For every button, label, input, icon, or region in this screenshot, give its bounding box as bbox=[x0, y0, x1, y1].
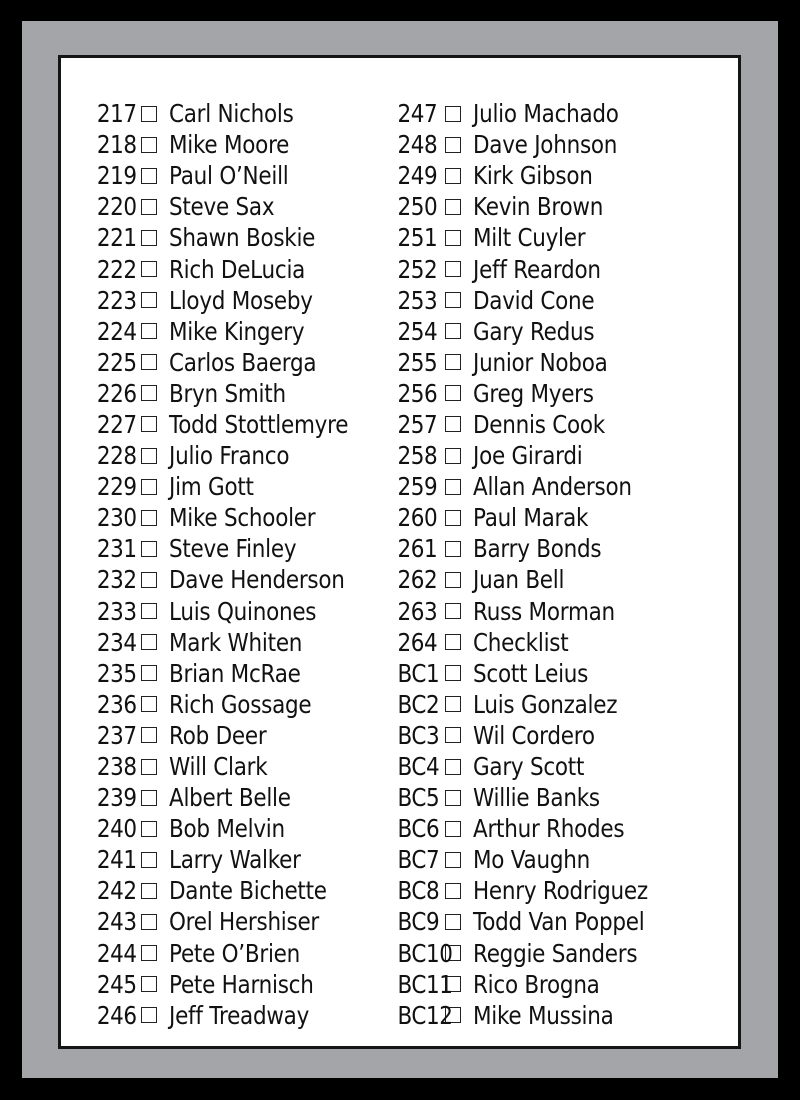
checkbox[interactable] bbox=[445, 727, 461, 743]
player-name: Willie Banks bbox=[473, 783, 600, 813]
checkbox[interactable] bbox=[141, 821, 157, 837]
checkbox[interactable] bbox=[445, 883, 461, 899]
card-number: 258 bbox=[397, 441, 438, 471]
checkbox[interactable] bbox=[141, 261, 157, 277]
checkbox[interactable] bbox=[445, 137, 461, 153]
checkbox[interactable] bbox=[141, 106, 157, 122]
player-name: Mike Schooler bbox=[169, 503, 316, 533]
player-name: Arthur Rhodes bbox=[473, 814, 625, 844]
player-name: Reggie Sanders bbox=[473, 938, 638, 968]
card-number: 260 bbox=[397, 503, 438, 533]
card-number: 223 bbox=[96, 285, 137, 315]
card-number: 247 bbox=[397, 99, 438, 129]
card-number: 236 bbox=[96, 689, 137, 719]
checkbox[interactable] bbox=[445, 168, 461, 184]
checklist-row bbox=[391, 751, 731, 782]
card-number: BC10 bbox=[397, 938, 453, 968]
player-name: Kirk Gibson bbox=[473, 161, 593, 191]
checklist-row bbox=[391, 316, 731, 347]
checklist-row bbox=[391, 285, 731, 316]
player-name: Joe Girardi bbox=[473, 441, 583, 471]
checkbox[interactable] bbox=[141, 199, 157, 215]
player-name: Checklist bbox=[473, 627, 569, 657]
card-number: 261 bbox=[397, 534, 438, 564]
player-name: Luis Gonzalez bbox=[473, 689, 618, 719]
player-name: Jeff Reardon bbox=[473, 254, 601, 284]
checkbox[interactable] bbox=[141, 137, 157, 153]
player-name: Milt Cuyler bbox=[473, 223, 586, 253]
card-number: 240 bbox=[96, 814, 137, 844]
card-number: 225 bbox=[96, 347, 137, 377]
checkbox[interactable] bbox=[141, 1007, 157, 1023]
checkbox[interactable] bbox=[141, 168, 157, 184]
player-name: Gary Redus bbox=[473, 316, 595, 346]
checklist-row bbox=[91, 596, 391, 627]
player-name: Kevin Brown bbox=[473, 192, 604, 222]
checkbox[interactable] bbox=[445, 790, 461, 806]
checklist-row bbox=[91, 782, 391, 813]
card-number: 253 bbox=[397, 285, 438, 315]
player-name: Pete Harnisch bbox=[169, 969, 314, 999]
card-number: 222 bbox=[96, 254, 137, 284]
checkbox[interactable] bbox=[445, 261, 461, 277]
checklist-row bbox=[91, 627, 391, 658]
card-number: 224 bbox=[96, 316, 137, 346]
checklist-row bbox=[91, 502, 391, 533]
player-name: Scott Leius bbox=[473, 658, 589, 688]
card-number: 254 bbox=[397, 316, 438, 346]
card-number: 238 bbox=[96, 752, 137, 782]
checklist-row bbox=[91, 129, 391, 160]
player-name: Brian McRae bbox=[169, 658, 301, 688]
checkbox[interactable] bbox=[141, 385, 157, 401]
player-name: Todd Van Poppel bbox=[473, 907, 645, 937]
card-number: 243 bbox=[96, 907, 137, 937]
card-number: 250 bbox=[397, 192, 438, 222]
player-name: Mark Whiten bbox=[169, 627, 303, 657]
checkbox[interactable] bbox=[445, 479, 461, 495]
player-name: Paul O’Neill bbox=[169, 161, 289, 191]
checkbox[interactable] bbox=[445, 665, 461, 681]
player-name: Mike Mussina bbox=[473, 1000, 614, 1030]
card-number: 264 bbox=[397, 627, 438, 657]
player-name: Dante Bichette bbox=[169, 876, 327, 906]
checkbox[interactable] bbox=[445, 199, 461, 215]
checklist-row bbox=[91, 969, 391, 1000]
checkbox[interactable] bbox=[141, 914, 157, 930]
checklist-row bbox=[91, 471, 391, 502]
card-number: 229 bbox=[96, 472, 137, 502]
checklist-row bbox=[391, 564, 731, 595]
card-number: 221 bbox=[96, 223, 137, 253]
checklist-row bbox=[91, 1000, 391, 1031]
checkbox[interactable] bbox=[445, 292, 461, 308]
checkbox[interactable] bbox=[141, 448, 157, 464]
card-number: 217 bbox=[96, 99, 137, 129]
checklist-row bbox=[91, 813, 391, 844]
checklist-row bbox=[391, 502, 731, 533]
player-name: Larry Walker bbox=[169, 845, 301, 875]
checkbox[interactable] bbox=[141, 572, 157, 588]
checklist-row bbox=[391, 129, 731, 160]
checklist-row bbox=[91, 222, 391, 253]
card-number: 227 bbox=[96, 409, 137, 439]
checkbox[interactable] bbox=[141, 292, 157, 308]
checklist-row bbox=[391, 627, 731, 658]
checklist-row bbox=[91, 720, 391, 751]
checkbox[interactable] bbox=[445, 634, 461, 650]
checklist-row bbox=[391, 720, 731, 751]
player-name: Bryn Smith bbox=[169, 378, 286, 408]
player-name: Junior Noboa bbox=[473, 347, 608, 377]
card-number: 239 bbox=[96, 783, 137, 813]
card-number: 255 bbox=[397, 347, 438, 377]
checklist-row bbox=[91, 160, 391, 191]
player-name: Rich DeLucia bbox=[169, 254, 306, 284]
checklist-row bbox=[91, 658, 391, 689]
card-number: BC8 bbox=[397, 876, 440, 906]
checklist-row bbox=[91, 844, 391, 875]
card-number: 235 bbox=[96, 658, 137, 688]
checklist-row bbox=[91, 938, 391, 969]
checklist-row bbox=[391, 906, 731, 937]
player-name: Mo Vaughn bbox=[473, 845, 590, 875]
checklist-row bbox=[91, 347, 391, 378]
checkbox[interactable] bbox=[141, 230, 157, 246]
checklist-row bbox=[91, 316, 391, 347]
checkbox[interactable] bbox=[445, 603, 461, 619]
checkbox[interactable] bbox=[445, 696, 461, 712]
card-number: 233 bbox=[96, 596, 137, 626]
checklist-row bbox=[91, 440, 391, 471]
player-name: Mike Kingery bbox=[169, 316, 305, 346]
checklist-row bbox=[391, 253, 731, 284]
checklist-row bbox=[91, 689, 391, 720]
player-name: Henry Rodriguez bbox=[473, 876, 648, 906]
card-number: 245 bbox=[96, 969, 137, 999]
checkbox[interactable] bbox=[141, 727, 157, 743]
card-number: 249 bbox=[397, 161, 438, 191]
checkbox[interactable] bbox=[141, 510, 157, 526]
checklist-row bbox=[391, 658, 731, 689]
checklist-card bbox=[22, 21, 778, 1078]
checkbox[interactable] bbox=[445, 914, 461, 930]
player-name: Paul Marak bbox=[473, 503, 589, 533]
checklist-row bbox=[391, 98, 731, 129]
checkbox[interactable] bbox=[445, 416, 461, 432]
left-column bbox=[91, 98, 391, 1031]
player-name: Greg Myers bbox=[473, 378, 594, 408]
player-name: Rob Deer bbox=[169, 720, 267, 750]
checkbox[interactable] bbox=[445, 821, 461, 837]
checklist-row bbox=[91, 191, 391, 222]
player-name: Wil Cordero bbox=[473, 720, 595, 750]
player-name: Steve Finley bbox=[169, 534, 297, 564]
checkbox[interactable] bbox=[445, 510, 461, 526]
checkbox[interactable] bbox=[141, 852, 157, 868]
card-number: BC12 bbox=[397, 1000, 453, 1030]
player-name: Jeff Treadway bbox=[169, 1000, 310, 1030]
checkbox[interactable] bbox=[141, 665, 157, 681]
checklist-row bbox=[391, 191, 731, 222]
checklist-row bbox=[91, 751, 391, 782]
player-name: Albert Belle bbox=[169, 783, 291, 813]
checkbox[interactable] bbox=[141, 696, 157, 712]
player-name: Mike Moore bbox=[169, 130, 290, 160]
checkbox[interactable] bbox=[445, 541, 461, 557]
card-number: 256 bbox=[397, 378, 438, 408]
checkbox[interactable] bbox=[445, 230, 461, 246]
checklist-row bbox=[391, 471, 731, 502]
player-name: Julio Franco bbox=[169, 441, 290, 471]
player-name: Will Clark bbox=[169, 752, 268, 782]
checklist-row bbox=[391, 378, 731, 409]
checklist-row bbox=[391, 938, 731, 969]
card-number: 251 bbox=[397, 223, 438, 253]
card-number: BC6 bbox=[397, 814, 440, 844]
card-number: BC7 bbox=[397, 845, 440, 875]
checkbox[interactable] bbox=[445, 354, 461, 370]
checklist-row bbox=[391, 969, 731, 1000]
card-number: BC11 bbox=[397, 969, 453, 999]
card-number: 262 bbox=[397, 565, 438, 595]
checklist-row bbox=[391, 347, 731, 378]
player-name: Lloyd Moseby bbox=[169, 285, 313, 315]
checkbox[interactable] bbox=[141, 759, 157, 775]
checkbox[interactable] bbox=[445, 572, 461, 588]
checkbox[interactable] bbox=[141, 976, 157, 992]
checklist-row bbox=[91, 906, 391, 937]
right-column bbox=[391, 98, 731, 1031]
checkbox[interactable] bbox=[445, 759, 461, 775]
checklist-row bbox=[91, 875, 391, 906]
card-number: BC2 bbox=[397, 689, 440, 719]
checkbox[interactable] bbox=[445, 852, 461, 868]
player-name: David Cone bbox=[473, 285, 595, 315]
player-name: Dave Johnson bbox=[473, 130, 618, 160]
card-number: 257 bbox=[397, 409, 438, 439]
checklist-row bbox=[91, 98, 391, 129]
player-name: Allan Anderson bbox=[473, 472, 632, 502]
checklist-row bbox=[91, 285, 391, 316]
card-number: 219 bbox=[96, 161, 137, 191]
player-name: Shawn Boskie bbox=[169, 223, 316, 253]
card-number: 232 bbox=[96, 565, 137, 595]
player-name: Russ Morman bbox=[473, 596, 615, 626]
card-number: 259 bbox=[397, 472, 438, 502]
card-number: 263 bbox=[397, 596, 438, 626]
checkbox[interactable] bbox=[141, 945, 157, 961]
player-name: Juan Bell bbox=[473, 565, 565, 595]
checklist-row bbox=[391, 689, 731, 720]
checkbox[interactable] bbox=[445, 323, 461, 339]
card-number: 230 bbox=[96, 503, 137, 533]
checklist-row bbox=[91, 409, 391, 440]
checkbox[interactable] bbox=[141, 883, 157, 899]
checklist-row bbox=[91, 564, 391, 595]
checklist-panel bbox=[58, 55, 741, 1049]
checkbox[interactable] bbox=[141, 541, 157, 557]
checklist-row bbox=[91, 253, 391, 284]
card-number: BC3 bbox=[397, 720, 440, 750]
checklist-row bbox=[391, 440, 731, 471]
card-number: 220 bbox=[96, 192, 137, 222]
card-number: 234 bbox=[96, 627, 137, 657]
checklist-row bbox=[391, 222, 731, 253]
checkbox[interactable] bbox=[141, 603, 157, 619]
checklist-row bbox=[91, 533, 391, 564]
checklist-row bbox=[391, 1000, 731, 1031]
player-name: Carl Nichols bbox=[169, 99, 294, 129]
checkbox[interactable] bbox=[141, 479, 157, 495]
checkbox[interactable] bbox=[445, 385, 461, 401]
player-name: Carlos Baerga bbox=[169, 347, 317, 377]
checkbox[interactable] bbox=[141, 323, 157, 339]
card-number: 226 bbox=[96, 378, 137, 408]
card-number: 244 bbox=[96, 938, 137, 968]
card-number: 252 bbox=[397, 254, 438, 284]
player-name: Todd Stottlemyre bbox=[169, 409, 349, 439]
card-number: 241 bbox=[96, 845, 137, 875]
checklist-row bbox=[391, 844, 731, 875]
card-number: BC5 bbox=[397, 783, 440, 813]
player-name: Orel Hershiser bbox=[169, 907, 320, 937]
checkbox[interactable] bbox=[141, 790, 157, 806]
card-number: BC9 bbox=[397, 907, 440, 937]
card-number: 248 bbox=[397, 130, 438, 160]
player-name: Dave Henderson bbox=[169, 565, 345, 595]
player-name: Steve Sax bbox=[169, 192, 275, 222]
player-name: Bob Melvin bbox=[169, 814, 285, 844]
checkbox[interactable] bbox=[141, 354, 157, 370]
checkbox[interactable] bbox=[445, 448, 461, 464]
card-number: 246 bbox=[96, 1000, 137, 1030]
card-number: 228 bbox=[96, 441, 137, 471]
checklist-row bbox=[391, 409, 731, 440]
checklist-row bbox=[391, 875, 731, 906]
card-number: 218 bbox=[96, 130, 137, 160]
card-number: BC4 bbox=[397, 752, 440, 782]
checkbox[interactable] bbox=[141, 416, 157, 432]
player-name: Gary Scott bbox=[473, 752, 585, 782]
card-number: 231 bbox=[96, 534, 137, 564]
player-name: Rico Brogna bbox=[473, 969, 600, 999]
player-name: Luis Quinones bbox=[169, 596, 317, 626]
player-name: Jim Gott bbox=[169, 472, 254, 502]
player-name: Dennis Cook bbox=[473, 409, 605, 439]
player-name: Julio Machado bbox=[473, 99, 619, 129]
checklist-row bbox=[391, 782, 731, 813]
player-name: Pete O’Brien bbox=[169, 938, 301, 968]
checklist-row bbox=[391, 596, 731, 627]
checklist-row bbox=[391, 533, 731, 564]
checkbox[interactable] bbox=[141, 634, 157, 650]
card-number: BC1 bbox=[397, 658, 440, 688]
player-name: Barry Bonds bbox=[473, 534, 602, 564]
checklist-row bbox=[91, 378, 391, 409]
card-number: 242 bbox=[96, 876, 137, 906]
checklist-row bbox=[391, 813, 731, 844]
card-number: 237 bbox=[96, 720, 137, 750]
player-name: Rich Gossage bbox=[169, 689, 312, 719]
checklist-row bbox=[391, 160, 731, 191]
checkbox[interactable] bbox=[445, 106, 461, 122]
